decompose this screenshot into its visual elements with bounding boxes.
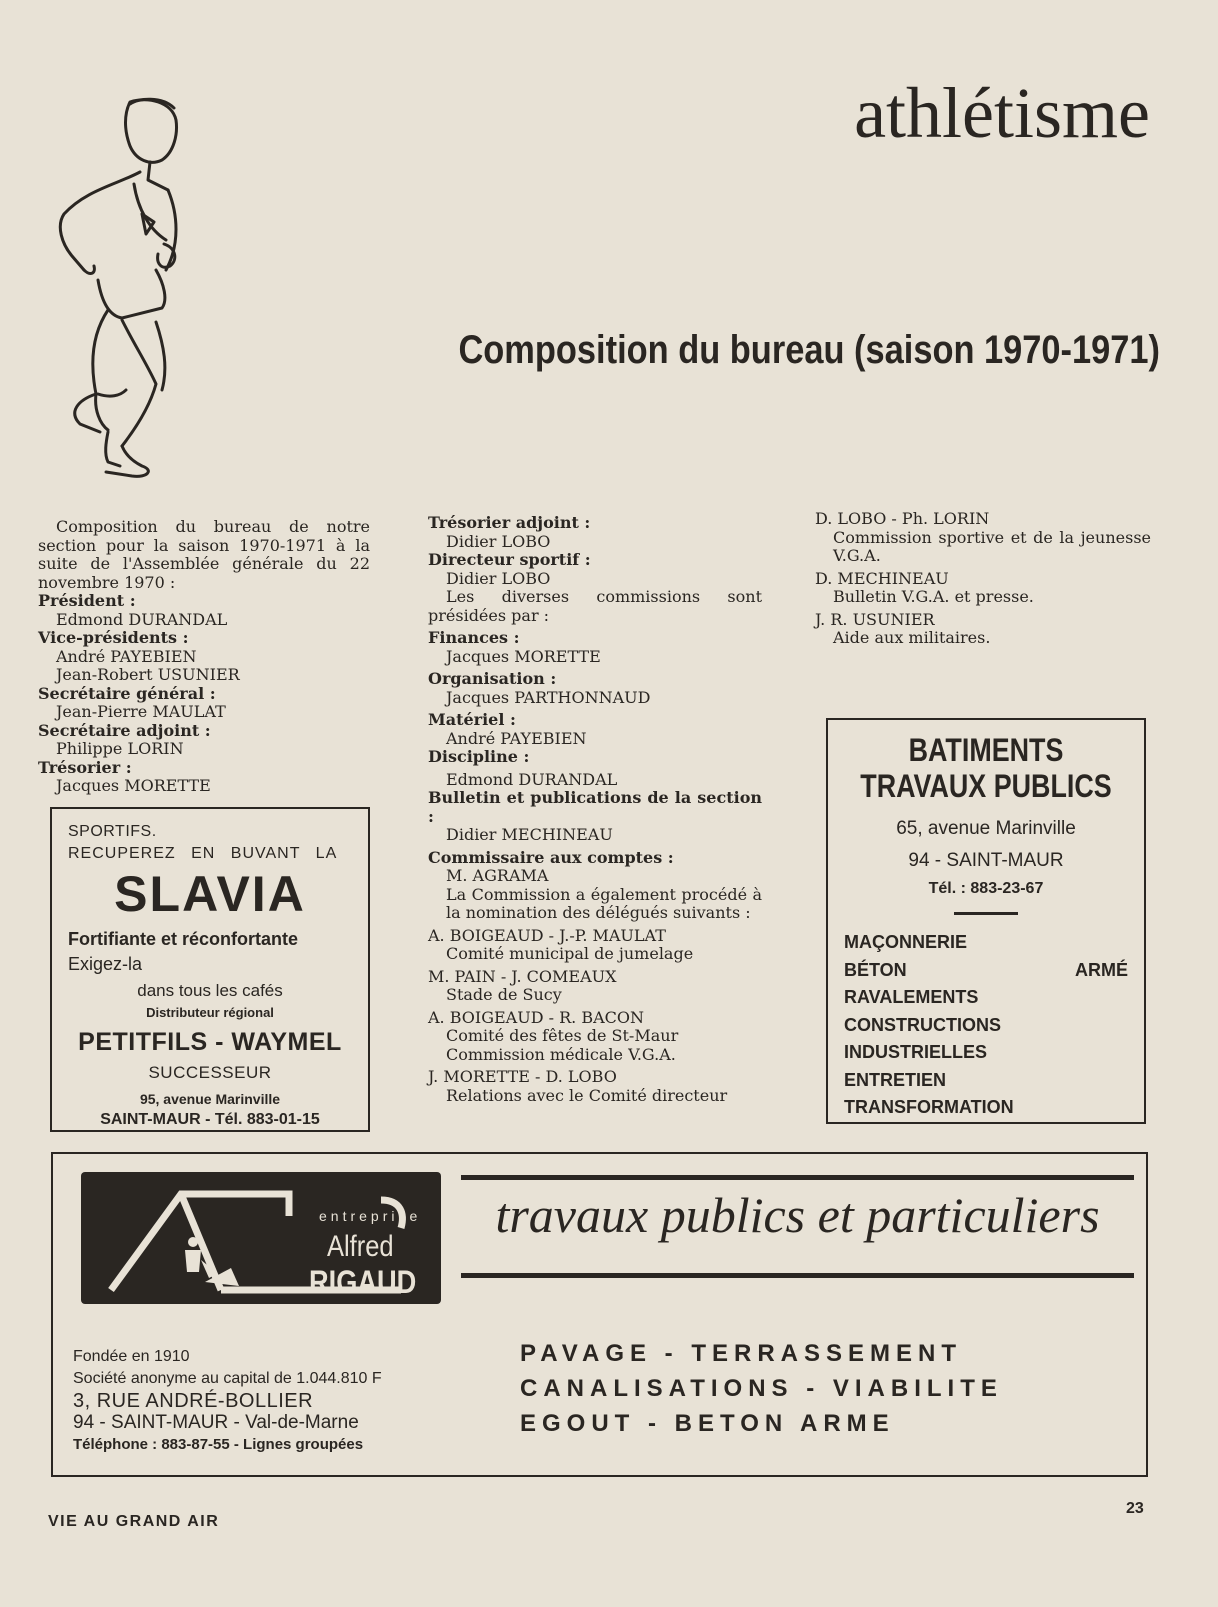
name-materiel: André PAYEBIEN — [446, 728, 587, 748]
slavia-company: PETITFILS - WAYMEL — [78, 1028, 342, 1056]
runner-illustration — [38, 94, 188, 486]
slavia-brand: SLAVIA — [114, 866, 306, 922]
delegate-desc-3b: Commission médicale V.G.A. — [446, 1044, 676, 1064]
slavia-line1: SPORTIFS. — [68, 823, 157, 840]
ad-slavia — [50, 807, 370, 1132]
delegate-desc-5: Commission sportive et de la jeunesse V.G.A. — [833, 527, 1151, 565]
role-materiel: Matériel : — [428, 710, 516, 729]
work-line: PAVAGE - TERRASSEMENT — [520, 1340, 963, 1367]
trade-item: CONSTRUCTIONS — [844, 1014, 1001, 1035]
trade-item: BÉTON ARMÉ — [844, 959, 1128, 980]
rigaud-works — [520, 1336, 1100, 1441]
trade-item: ENTRETIEN — [844, 1069, 947, 1090]
trade-item: INDUSTRIELLES — [844, 1042, 988, 1062]
page-number: 23 — [1126, 1500, 1144, 1517]
trade-item: TRANSFORMATION — [844, 1097, 1014, 1117]
role-directeur-sportif: Directeur sportif : — [428, 550, 591, 569]
name-secretaire-general: Jean-Pierre MAULAT — [56, 702, 226, 721]
rigaud-alfred: Alfred — [327, 1230, 394, 1263]
name-commissaire: M. AGRAMA — [446, 866, 549, 885]
delegate-names-2: M. PAIN - J. COMEAUX — [428, 966, 617, 986]
role-secretaire-general: Secrétaire général : — [38, 683, 216, 703]
rigaud-tagline: travaux publics et particuliers — [495, 1187, 1100, 1243]
commissions-intro: Les diverses commissions sont présidées par : — [428, 587, 762, 625]
name-discipline: Edmond DURANDAL — [446, 769, 618, 789]
name-president: Edmond DURANDAL — [56, 609, 228, 629]
trade-item: MAÇONNERIE — [844, 932, 968, 952]
batiments-city: 94 - SAINT-MAUR — [908, 850, 1064, 871]
role-tresorier-adjoint: Trésorier adjoint : — [428, 513, 591, 532]
name-directeur-sportif: Didier LOBO — [446, 568, 551, 588]
rigaud-capital: Société anonyme au capital de 1.044.810 F — [73, 1370, 382, 1387]
name-vice-president-2: Jean-Robert USUNIER — [56, 665, 240, 684]
slavia-exigez: Exigez-la — [68, 954, 143, 974]
role-president: Président : — [38, 591, 136, 610]
delegate-desc-3a: Comité des fêtes de St-Maur — [446, 1026, 679, 1045]
delegate-names-6: D. MECHINEAU — [815, 568, 949, 588]
trade-item: RAVALEMENTS — [844, 987, 979, 1007]
rigaud-logo — [81, 1172, 441, 1304]
footer-publication: VIE AU GRAND AIR — [48, 1513, 220, 1530]
batiments-tel: Tél. : 883-23-67 — [928, 880, 1044, 897]
batiments-address: 65, avenue Marinville — [896, 818, 1076, 839]
role-organisation: Organisation : — [428, 669, 557, 688]
delegate-names-5: D. LOBO - Ph. LORIN — [815, 509, 990, 528]
work-line: EGOUT - BETON ARME — [520, 1410, 895, 1437]
name-tresorier-adjoint: Didier LOBO — [446, 531, 551, 551]
delegate-names-3: A. BOIGEAUD - R. BACON — [428, 1007, 645, 1027]
slavia-city-tel: SAINT-MAUR - Tél. 883-01-15 — [100, 1111, 320, 1128]
work-line: CANALISATIONS - VIABILITE — [520, 1375, 1003, 1402]
role-finances: Finances : — [428, 628, 520, 647]
delegate-names-7: J. R. USUNIER — [815, 609, 935, 629]
rigaud-info — [73, 1346, 382, 1456]
column-3 — [815, 510, 1151, 648]
slavia-distributor: Distributeur régional — [146, 1005, 274, 1020]
delegate-desc-4: Relations avec le Comité directeur — [446, 1085, 728, 1105]
ad-batiments — [826, 718, 1146, 1124]
role-discipline: Discipline : — [428, 747, 530, 766]
rigaud-entreprise: entreprise — [319, 1208, 422, 1224]
rigaud-street: 3, RUE ANDRÉ-BOLLIER — [73, 1390, 314, 1412]
rigaud-phone: Téléphone : 883-87-55 - Lignes groupées — [73, 1436, 364, 1453]
intro-paragraph: Composition du bureau de notre section pour la saison 1970-1971 à la suite de l'Assemblée générale du 22 novembre 1970 : — [38, 517, 370, 592]
name-finances: Jacques MORETTE — [446, 646, 601, 666]
rigaud-top-rule — [461, 1175, 1134, 1180]
slavia-address: 95, avenue Marinville — [139, 1091, 281, 1107]
slavia-cafes: dans tous les cafés — [137, 981, 283, 1000]
role-secretaire-adjoint: Secrétaire adjoint : — [38, 720, 211, 740]
name-organisation: Jacques PARTHONNAUD — [446, 687, 651, 707]
delegate-desc-1: Comité municipal de jumelage — [446, 944, 694, 963]
section-title: athlétisme — [854, 73, 1150, 153]
rigaud-bottom-rule — [461, 1273, 1134, 1278]
delegate-names-4: J. MORETTE - D. LOBO — [428, 1067, 617, 1086]
slavia-successor: SUCCESSEUR — [148, 1063, 272, 1082]
batiments-trades — [828, 929, 1144, 1122]
name-bulletin: Didier MECHINEAU — [446, 825, 613, 844]
name-vice-president-1: André PAYEBIEN — [56, 646, 197, 666]
batiments-title2: TRAVAUX PUBLICS — [860, 768, 1112, 804]
rigaud-founded: Fondée en 1910 — [73, 1348, 190, 1365]
name-secretaire-adjoint: Philippe LORIN — [56, 739, 184, 758]
delegate-desc-7: Aide aux militaires. — [833, 628, 991, 647]
column-1 — [38, 518, 370, 796]
rigaud-name: RIGAUD — [309, 1264, 417, 1300]
role-vice-presidents: Vice-présidents : — [38, 628, 189, 647]
role-commissaire: Commissaire aux comptes : — [428, 847, 674, 867]
delegate-desc-6: Bulletin V.G.A. et presse. — [833, 587, 1034, 606]
batiments-title1: BATIMENTS — [908, 732, 1064, 768]
role-tresorier: Trésorier : — [38, 757, 132, 777]
column-2 — [428, 514, 762, 1105]
delegates-intro: La Commission a également procédé à la nomination des délégués suivants : — [446, 884, 762, 922]
slavia-line2: RECUPEREZ EN BUVANT LA — [68, 845, 338, 862]
ad-rigaud — [51, 1152, 1148, 1477]
delegate-names-1: A. BOIGEAUD - J.-P. MAULAT — [428, 925, 666, 945]
slavia-tagline: Fortifiante et réconfortante — [68, 929, 299, 949]
page-headline: Composition du bureau (saison 1970-1971) — [458, 328, 1161, 372]
rigaud-city: 94 - SAINT-MAUR - Val-de-Marne — [73, 1412, 359, 1433]
delegate-desc-2: Stade de Sucy — [446, 985, 562, 1004]
name-tresorier: Jacques MORETTE — [56, 776, 211, 795]
batiments-divider — [954, 912, 1018, 915]
role-bulletin: Bulletin et publications de la section : — [428, 788, 762, 826]
